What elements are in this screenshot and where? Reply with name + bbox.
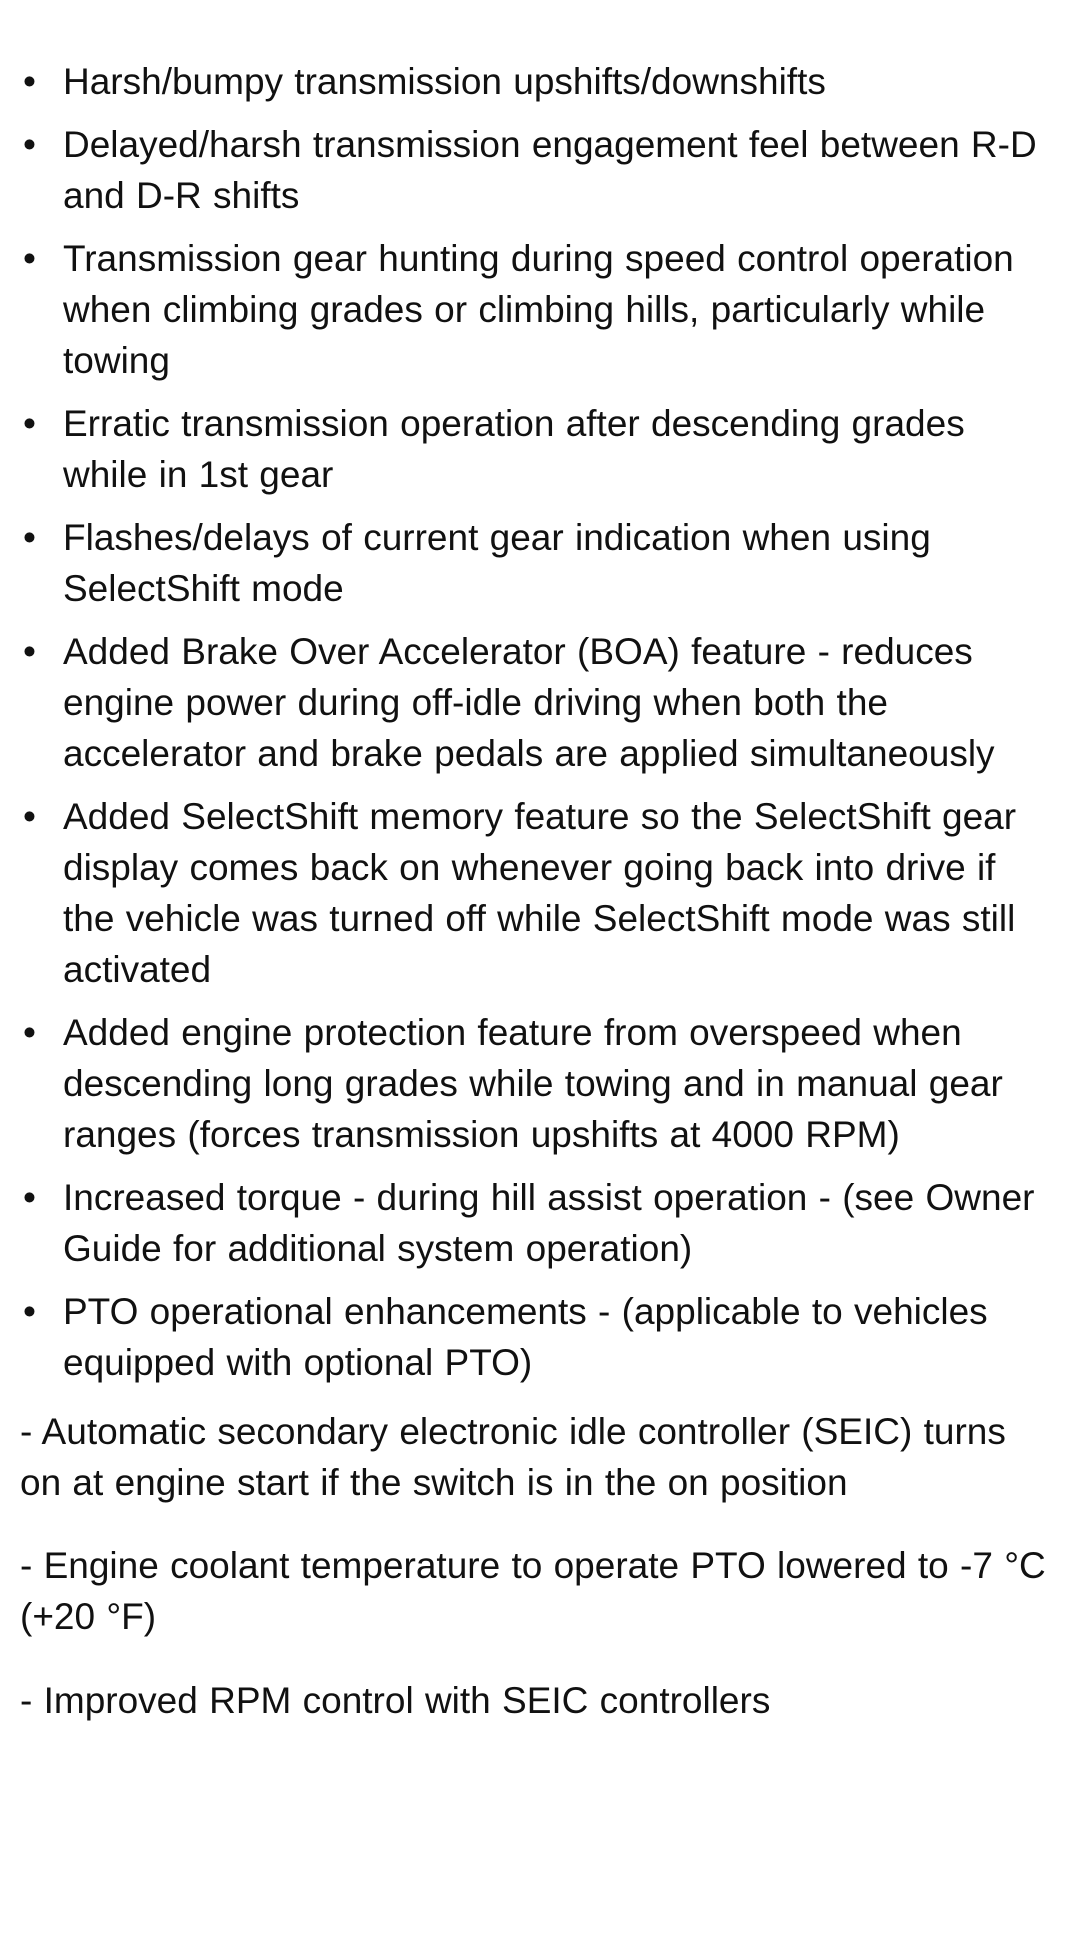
bullet-icon: •: [23, 631, 36, 672]
list-item-text: Added Brake Over Accelerator (BOA) feature - reduces engine power during off-idle driving when both the accelerator and brake pedals are applied simultaneously: [63, 631, 995, 774]
list-item: [20, 119, 1054, 221]
list-item-text: Transmission gear hunting during speed control operation when climbing grades or climbing hills, particularly while towing: [63, 238, 1014, 381]
bullet-icon: •: [23, 124, 36, 165]
pto-sub-item-rpm-control: - Improved RPM control with SEIC controllers: [20, 1680, 771, 1721]
list-item-text: Increased torque - during hill assist operation - (see Owner Guide for additional system operation): [63, 1177, 1035, 1269]
list-item: [20, 1286, 1054, 1388]
bullet-icon: •: [23, 61, 36, 102]
list-item: [20, 791, 1054, 995]
change-list: [20, 56, 1054, 1388]
list-item: [20, 1172, 1054, 1274]
pto-sub-item-coolant-temp: - Engine coolant temperature to operate PTO lowered to -7 °C (+20 °F): [20, 1545, 1046, 1637]
list-item: [20, 398, 1054, 500]
list-item-text: PTO operational enhancements - (applicable to vehicles equipped with optional PTO): [63, 1291, 988, 1383]
list-item-text: Flashes/delays of current gear indication when using SelectShift mode: [63, 517, 931, 609]
list-item: [20, 626, 1054, 779]
list-item-text: Harsh/bumpy transmission upshifts/downshifts: [63, 61, 826, 102]
pto-sub-item-seic-auto: - Automatic secondary electronic idle controller (SEIC) turns on at engine start if the switch is in the on position: [20, 1411, 1006, 1503]
bullet-icon: •: [23, 796, 36, 837]
list-item: [20, 512, 1054, 614]
bullet-icon: •: [23, 238, 36, 279]
list-item-text: Added SelectShift memory feature so the SelectShift gear display comes back on whenever going back into drive if the vehicle was turned off while SelectShift mode was still activated: [63, 796, 1017, 990]
bullet-icon: •: [23, 1291, 36, 1332]
bullet-icon: •: [23, 1012, 36, 1053]
list-item-text: Delayed/harsh transmission engagement feel between R-D and D-R shifts: [63, 124, 1037, 216]
list-item: [20, 233, 1054, 386]
bullet-icon: •: [23, 1177, 36, 1218]
list-item: [20, 56, 1054, 107]
bullet-icon: •: [23, 403, 36, 444]
list-item-text: Added engine protection feature from overspeed when descending long grades while towing and in manual gear ranges (forces transmission upshifts at 4000 RPM): [63, 1012, 1003, 1155]
bullet-icon: •: [23, 517, 36, 558]
list-item: [20, 1007, 1054, 1160]
list-item-text: Erratic transmission operation after descending grades while in 1st gear: [63, 403, 965, 495]
